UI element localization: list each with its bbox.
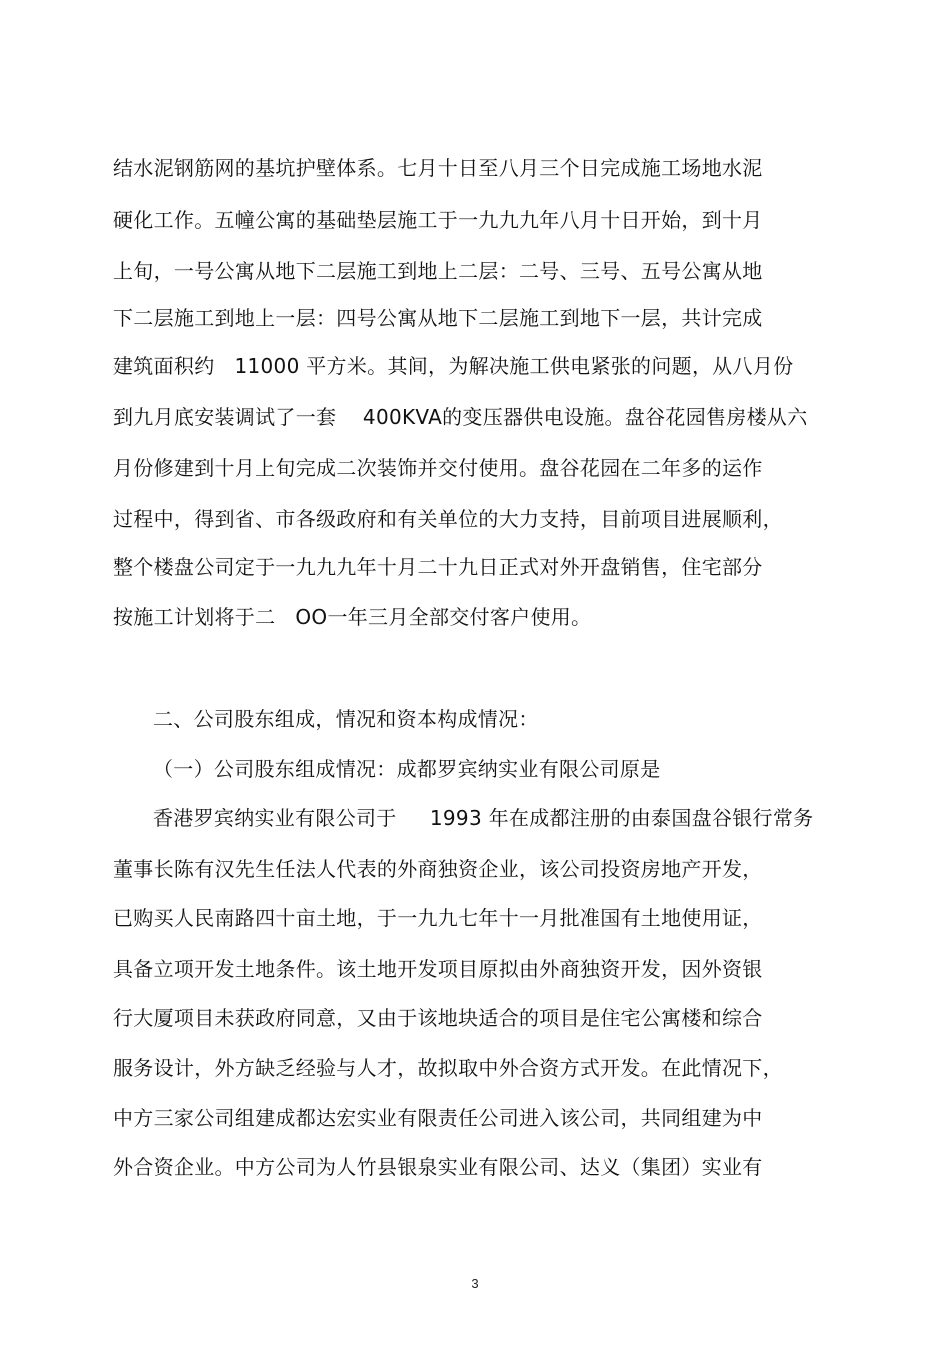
body-text-line: 下二层施工到地上一层：四号公寓从地下二层施工到地下一层，共计完成 bbox=[113, 306, 763, 330]
body-text-line: 行大厦项目未获政府同意，又由于该地块适合的项目是住宅公寓楼和综合 bbox=[113, 1006, 763, 1030]
body-text-line: 已购买人民南路四十亩土地，于一九九七年十一月批准国有土地使用证， bbox=[113, 906, 763, 930]
body-text-line: 到九月底安装调试了一套 400KVA的变压器供电设施。盘谷花园售房楼从六 bbox=[113, 405, 808, 429]
body-text-line: 建筑面积约 11000 平方米。其间，为解决施工供电紧张的问题，从八月份 bbox=[113, 354, 794, 378]
body-text-line: 硬化工作。五幢公寓的基础垫层施工于一九九九年八月十日开始，到十月 bbox=[113, 208, 763, 232]
body-text-line: 外合资企业。中方公司为人竹县银泉实业有限公司、达义（集团）实业有 bbox=[113, 1155, 763, 1179]
body-text-line: 董事长陈有汉先生任法人代表的外商独资企业，该公司投资房地产开发， bbox=[113, 857, 763, 881]
body-text-line: 整个楼盘公司定于一九九九年十月二十九日正式对外开盘销售，住宅部分 bbox=[113, 555, 763, 579]
page-number: 3 bbox=[471, 1276, 479, 1291]
body-text-line: 月份修建到十月上旬完成二次装饰并交付使用。盘谷花园在二年多的运作 bbox=[113, 456, 763, 480]
body-text-line: 服务设计，外方缺乏经验与人才，故拟取中外合资方式开发。在此情况下， bbox=[113, 1056, 783, 1080]
section-heading: 二、公司股东组成，情况和资本构成情况： bbox=[153, 707, 539, 731]
body-text-line: 上旬，一号公寓从地下二层施工到地上二层：二号、三号、五号公寓从地 bbox=[113, 259, 763, 283]
body-text-line: 按施工计划将于二 OO一年三月全部交付客户使用。 bbox=[113, 605, 592, 629]
body-text-line: 香港罗宾纳实业有限公司于 1993 年在成都注册的由泰国盘谷银行常务 bbox=[153, 806, 814, 830]
body-text-line: 中方三家公司组建成都达宏实业有限责任公司进入该公司，共同组建为中 bbox=[113, 1106, 763, 1130]
body-text-line: 结水泥钢筋网的基坑护壁体系。七月十日至八月三个日完成施工场地水泥 bbox=[113, 156, 763, 180]
body-text-line: 具备立项开发土地条件。该土地开发项目原拟由外商独资开发，因外资银 bbox=[113, 957, 763, 981]
subsection-heading: （一）公司股东组成情况：成都罗宾纳实业有限公司原是 bbox=[153, 757, 661, 781]
body-text-line: 过程中，得到省、市各级政府和有关单位的大力支持，目前项目进展顺利， bbox=[113, 507, 783, 531]
